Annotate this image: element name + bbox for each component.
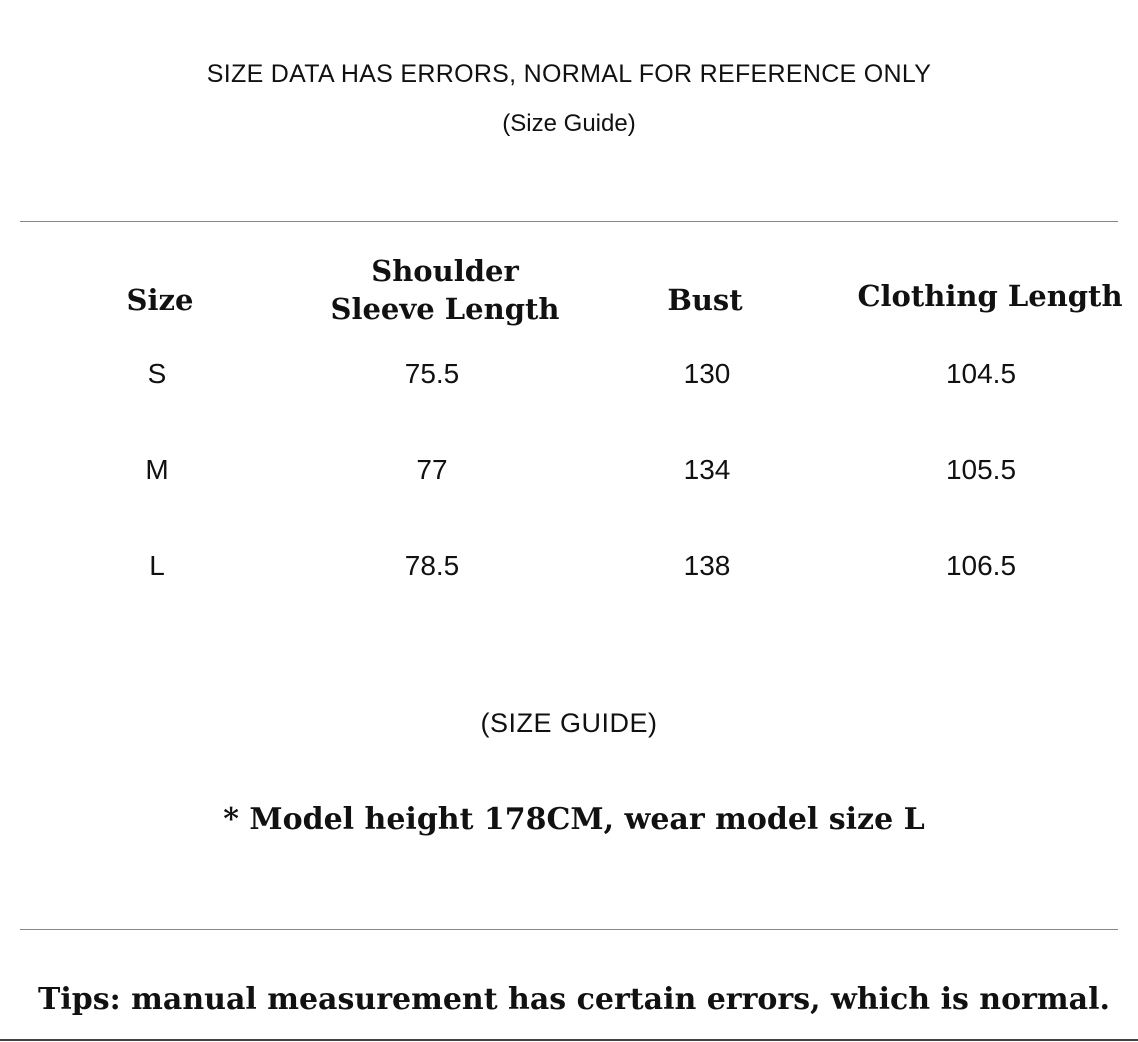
table-cell-bust: 130 xyxy=(683,358,731,389)
column-header-shoulder-line1: Shoulder xyxy=(371,254,519,288)
table-cell-shoulder: 75.5 xyxy=(404,358,460,389)
table-cell-bust: 138 xyxy=(683,550,731,581)
table-cell-shoulder: 77 xyxy=(416,454,448,485)
column-header-size: Size xyxy=(126,283,194,317)
table-cell-length: 105.5 xyxy=(945,454,1017,485)
column-header-shoulder-line2: Sleeve Length xyxy=(330,292,560,326)
table-cell-size: S xyxy=(147,358,167,389)
table-cell-size: L xyxy=(149,550,165,581)
model-height-note: * Model height 178CM, wear model size L xyxy=(223,802,925,837)
table-cell-length: 104.5 xyxy=(945,358,1017,389)
top-divider xyxy=(20,221,1118,222)
size-guide-label: (SIZE GUIDE) xyxy=(480,708,658,738)
table-cell-size: M xyxy=(145,454,169,485)
bottom-border xyxy=(0,1039,1138,1041)
table-cell-shoulder: 78.5 xyxy=(404,550,460,581)
middle-divider xyxy=(20,929,1118,930)
column-header-bust: Bust xyxy=(667,283,743,317)
reference-notice: SIZE DATA HAS ERRORS, NORMAL FOR REFERENCE ONLY xyxy=(206,60,932,88)
column-header-shoulder-sleeve-length xyxy=(300,252,590,328)
table-cell-bust: 134 xyxy=(683,454,731,485)
table-cell-length: 106.5 xyxy=(945,550,1017,581)
size-guide-subtitle: (Size Guide) xyxy=(502,110,636,137)
column-header-clothing-length: Clothing Length xyxy=(857,279,1123,313)
measurement-tips: Tips: manual measurement has certain errors, which is normal. xyxy=(38,982,1110,1017)
